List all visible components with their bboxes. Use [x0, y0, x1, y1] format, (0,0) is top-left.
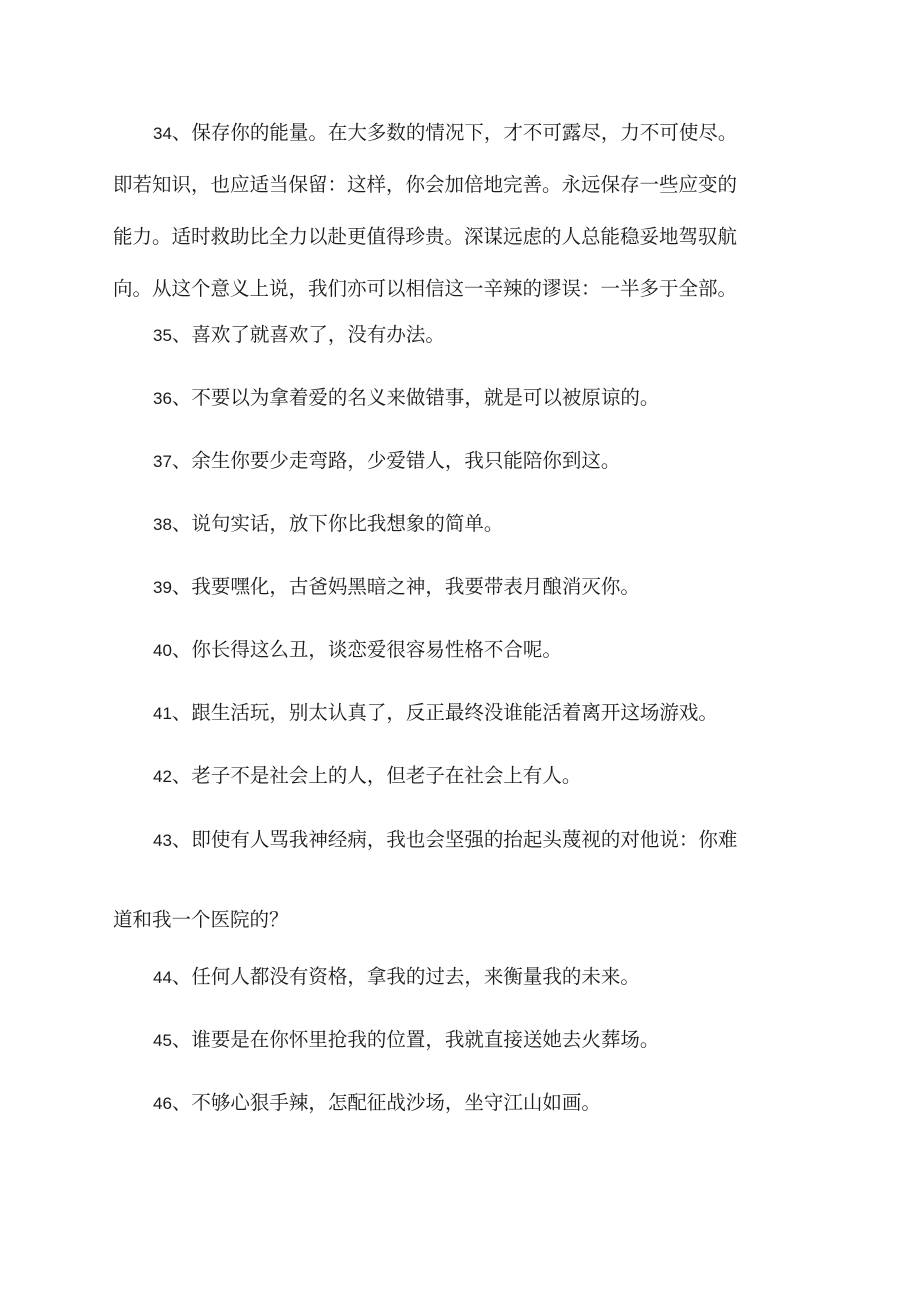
item-number: 34	[153, 124, 172, 143]
item-number: 38	[153, 515, 172, 534]
paragraph-34-line-3: 能力。适时救助比全力以赴更值得珍贵。深谋远虑的人总能稳妥地驾驭航	[113, 225, 738, 248]
paragraph-38	[113, 511, 853, 538]
paragraph-34-line-4: 向。从这个意义上说，我们亦可以相信这一辛辣的谬误：一半多于全部。	[113, 277, 738, 300]
item-text: 、即使有人骂我神经病，我也会坚强的抬起头蔑视的对他说：你难	[171, 828, 738, 851]
paragraph-42	[113, 763, 853, 790]
item-text: 、跟生活玩，别太认真了，反正最终没谁能活着离开这场游戏。	[171, 701, 718, 724]
paragraph-34-line-2: 即若知识，也应适当保留：这样，你会加倍地完善。永远保存一些应变的	[113, 173, 738, 196]
item-number: 40	[153, 641, 172, 660]
paragraph-36	[113, 385, 853, 412]
item-text: 、余生你要少走弯路，少爱错人，我只能陪你到这。	[171, 449, 621, 472]
paragraph-35	[113, 322, 853, 349]
item-number: 43	[153, 831, 172, 850]
item-number: 42	[153, 767, 172, 786]
item-text: 、老子不是社会上的人，但老子在社会上有人。	[171, 764, 582, 787]
paragraph-37	[113, 448, 853, 475]
paragraph-44	[113, 964, 853, 991]
item-text: 、喜欢了就喜欢了，没有办法。	[171, 323, 445, 346]
item-text: 、说句实话，放下你比我想象的简单。	[171, 512, 504, 535]
item-text: 、谁要是在你怀里抢我的位置，我就直接送她去火葬场。	[171, 1028, 660, 1051]
paragraph-45	[113, 1027, 853, 1054]
item-number: 36	[153, 389, 172, 408]
paragraph-46	[113, 1090, 853, 1117]
paragraph-34-line-1	[113, 120, 813, 146]
item-text: 、我要嘿化，古爸妈黑暗之神，我要带表月酿消灭你。	[171, 575, 640, 598]
paragraph-39	[113, 574, 853, 601]
item-number: 44	[153, 968, 172, 987]
item-text: 、不要以为拿着爱的名义来做错事，就是可以被原谅的。	[171, 386, 660, 409]
item-text: 、不够心狠手辣，怎配征战沙场，坐守江山如画。	[171, 1091, 601, 1114]
paragraph-43-line-2: 道和我一个医院的？	[113, 908, 289, 931]
paragraph-41	[113, 700, 853, 727]
item-number: 46	[153, 1094, 172, 1113]
paragraph-43-line-1	[113, 827, 853, 854]
paragraph-40	[113, 637, 853, 664]
item-number: 45	[153, 1031, 172, 1050]
item-number: 41	[153, 704, 172, 723]
item-text: 、任何人都没有资格，拿我的过去，来衡量我的未来。	[171, 965, 640, 988]
item-number: 39	[153, 578, 172, 597]
item-text: 、保存你的能量。在大多数的情况下，才不可露尽，力不可使尽。	[171, 121, 738, 144]
item-number: 37	[153, 452, 172, 471]
item-number: 35	[153, 326, 172, 345]
item-text: 、你长得这么丑，谈恋爱很容易性格不合呢。	[171, 638, 562, 661]
paragraph-34	[113, 120, 813, 302]
